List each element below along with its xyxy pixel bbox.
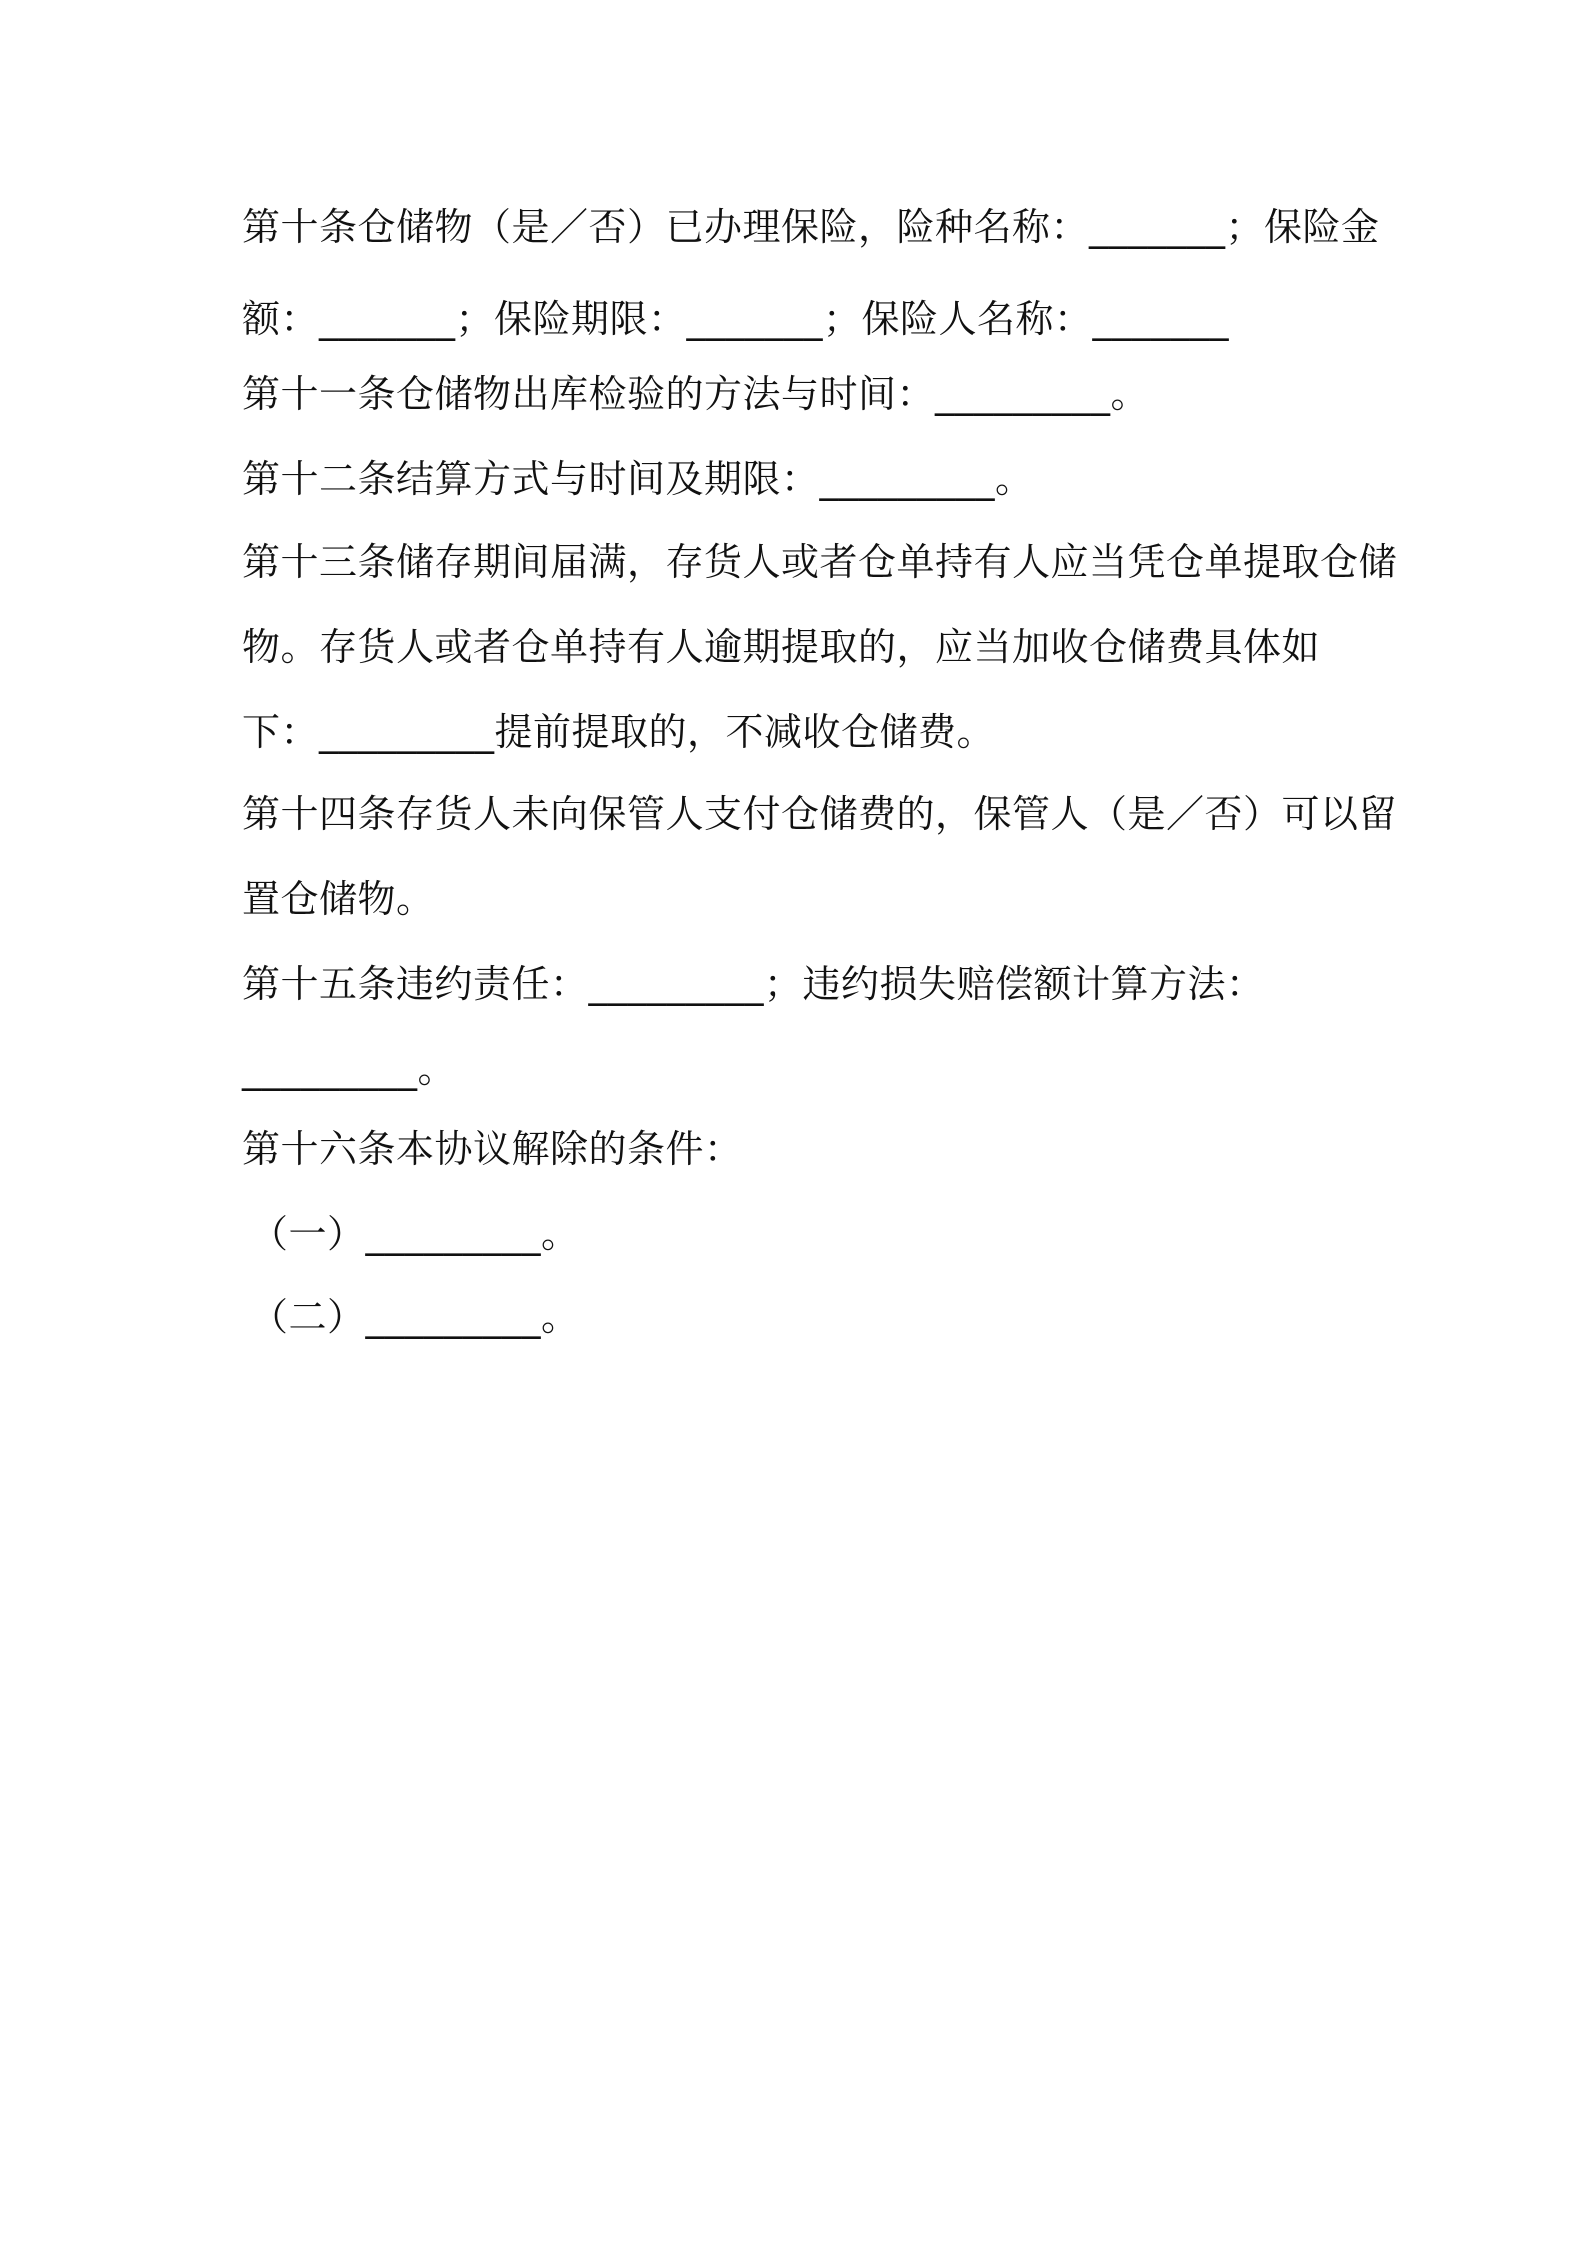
article-16-heading: 第十六条本协议解除的条件： xyxy=(242,1127,743,1171)
article-14-line-2: 置仓储物。 xyxy=(242,877,435,921)
article-13-line-1: 第十三条储存期间届满，存货人或者仓单持有人应当凭仓单提取仓储 xyxy=(242,540,1398,584)
article-14-line-1: 第十四条存货人未向保管人支付仓储费的，保管人（是／否）可以留 xyxy=(242,792,1398,836)
article-16-item-1: （一）_________。 xyxy=(250,1212,580,1256)
article-13-line-3: 下：_________提前提取的，不减收仓储费。 xyxy=(242,710,996,754)
article-10-line-1: 第十条仓储物（是／否）已办理保险，险种名称：_______；保险金 xyxy=(242,205,1380,249)
article-10-line-2: 额：_______；保险期限：_______；保险人名称：_______ xyxy=(242,297,1230,341)
article-16-item-2: （二）_________。 xyxy=(250,1295,580,1339)
article-15-line-1: 第十五条违约责任：_________；违约损失赔偿额计算方法： xyxy=(242,962,1265,1006)
article-11: 第十一条仓储物出库检验的方法与时间：_________。 xyxy=(242,372,1150,416)
article-15-line-2: _________。 xyxy=(242,1047,457,1091)
article-12: 第十二条结算方式与时间及期限：_________。 xyxy=(242,457,1034,501)
article-13-line-2: 物。存货人或者仓单持有人逾期提取的，应当加收仓储费具体如 xyxy=(242,625,1321,669)
